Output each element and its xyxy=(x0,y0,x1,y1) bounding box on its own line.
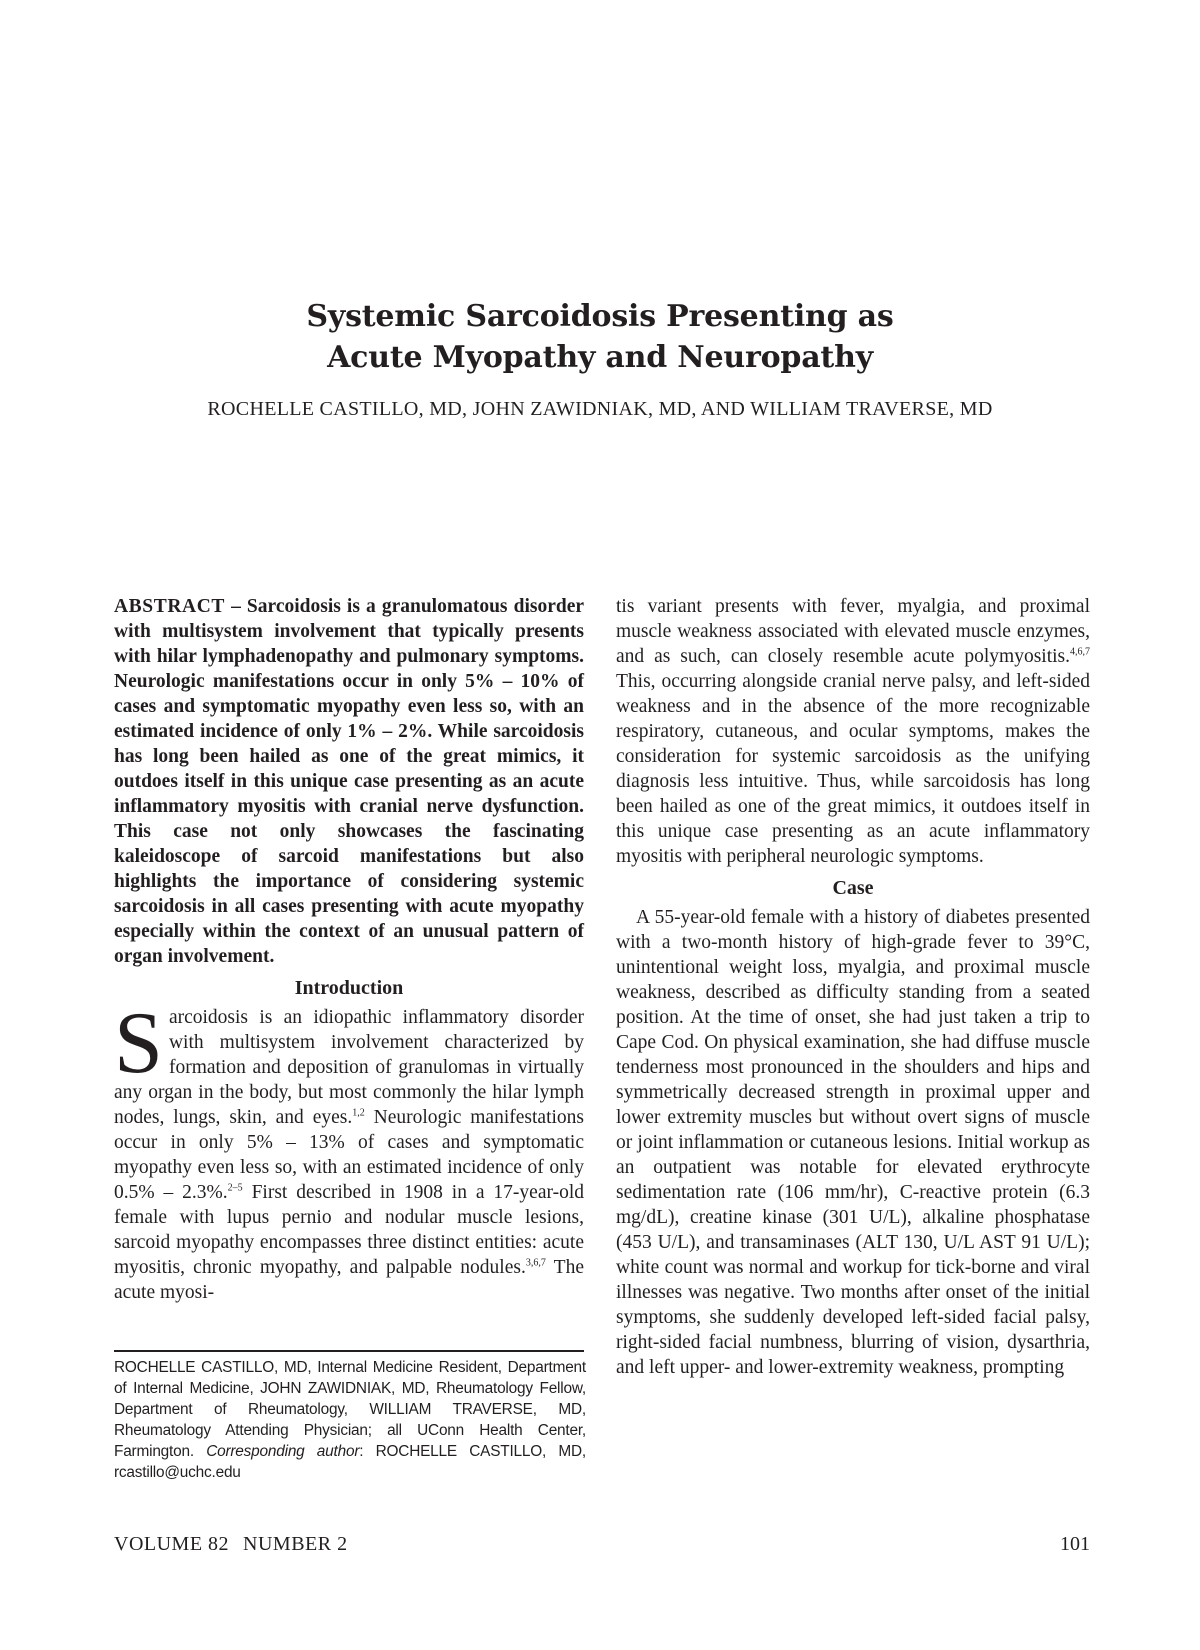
abstract-dash: – xyxy=(225,596,247,617)
introduction-text-b: Neurologic manifestations occur in only 5% – 13% of cases and symptomatic myopathy even less so, with an estimated incidence of only 0.5% – 2.3%. xyxy=(114,1107,584,1203)
left-column xyxy=(114,594,584,1305)
article-title xyxy=(0,296,1200,378)
introduction-continued-paragraph xyxy=(616,594,1090,869)
article-title-line-1: Systemic Sarcoidosis Presenting as xyxy=(306,299,894,334)
footnote-divider xyxy=(114,1350,584,1352)
volume-label: VOLUME 82 xyxy=(114,1533,230,1555)
author-list: ROCHELLE CASTILLO, MD, JOHN ZAWIDNIAK, MD, AND WILLIAM TRAVERSE, MD xyxy=(207,398,993,420)
article-title-line-2: Acute Myopathy and Neuropathy xyxy=(327,340,873,375)
introduction-continued-text-a: tis variant presents with fever, myalgia, and proximal muscle weakness associated with elevated muscle enzymes, and as such, can closely resemble acute polymyositis. xyxy=(616,596,1090,667)
abstract xyxy=(114,594,584,969)
introduction-text-d: The acute myosi- xyxy=(114,1257,584,1303)
footnote-text-a: ROCHELLE CASTILLO, MD, Internal Medicine Resident, Department of Internal Medicine, JOHN ZAWIDNIAK, MD, Rheumatology Fellow, Department of Rheumatology, WILLIAM TRAVERSE, MD, Rheumatology Attending Physician; all UConn Health Center, Farmington. xyxy=(114,1359,586,1460)
reference-citation: 3,6,7 xyxy=(525,1257,546,1269)
introduction-text-c: First described in 1908 in a 17-year-old female with lupus pernio and nodular muscle lesions, sarcoid myopathy encompasses three distinct entities: acute myositis, chronic myopathy, and palpable nodules. xyxy=(114,1182,584,1278)
introduction-heading: Introduction xyxy=(294,977,404,999)
drop-cap: S xyxy=(114,995,163,1092)
reference-citation: 1,2 xyxy=(352,1107,365,1119)
right-column xyxy=(616,594,1090,1380)
case-paragraph: A 55-year-old female with a history of diabetes presented with a two-month history of high-grade fever to 39°C, unintentional weight loss, myalgia, and proximal muscle weakness, described as difficulty standing from a seated position. At the time of onset, she had just taken a trip to Cape Cod. On physical examination, she had diffuse muscle tenderness most pronounced in the shoulders and hips and symmetrically decreased strength in proximal upper and lower extremity muscles but without overt signs of muscle or joint inflammation or cutaneous lesions. Initial workup as an outpatient was notable for elevated erythrocyte sedimentation rate (106 mm/hr), C-reactive protein (6.3 mg/dL), creatine kinase (301 U/L), alkaline phosphatase (453 U/L), and transaminases (ALT 130, U/L AST 91 U/L); white count was normal and workup for tick-borne and viral illnesses was negative. Two months after onset of the initial symptoms, she suddenly developed left-sided facial palsy, right-sided facial numbness, blurring of vision, dysarthria, and left upper- and lower-extremity weakness, prompting xyxy=(616,907,1090,1378)
abstract-text: Sarcoidosis is a granulomatous disorder with multisystem involvement that typically presents with hilar lymphadenopathy and pulmonary symptoms. Neurologic manifestations occur in only 5% – 10% of cases and symptomatic myopathy even less so, with an estimated incidence of only 1% – 2%. While sarcoidosis has long been hailed as one of the great mimics, it outdoes itself in this unique case presenting as an acute inflammatory myositis with cranial nerve dysfunction. This case not only showcases the fascinating kaleidoscope of sarcoid manifestations but also highlights the importance of considering systemic sarcoidosis in all cases presenting with acute myopathy especially within the context of an unusual pattern of organ involvement. xyxy=(114,596,585,967)
abstract-label: ABSTRACT xyxy=(114,596,225,617)
reference-citation: 4,6,7 xyxy=(1070,646,1090,658)
author-affiliation-footnote xyxy=(114,1357,586,1483)
page-number: 101 xyxy=(1060,1533,1090,1555)
journal-volume-footer xyxy=(114,1533,362,1556)
footnote-text-b: : ROCHELLE CASTILLO, MD, rcastillo@uchc.edu xyxy=(114,1443,586,1481)
introduction-continued-text-b: This, occurring alongside cranial nerve palsy, and left-sided weakness and in the absence of the more recognizable respiratory, cutaneous, and ocular symptoms, makes the consideration for systemic sarcoidosis as the unifying diagnosis less intuitive. Thus, while sarcoidosis has long been hailed as one of the great mimics, it outdoes itself in this unique case presenting as an acute inflammatory myositis with peripheral neurologic symptoms. xyxy=(616,671,1090,867)
introduction-paragraph xyxy=(114,995,584,1305)
number-label: NUMBER 2 xyxy=(243,1533,348,1555)
case-heading: Case xyxy=(832,877,874,899)
introduction-text-a: arcoidosis is an idiopathic inflammatory disorder with multisystem involvement characterized by formation and deposition of granulomas in virtually any organ in the body, but most commonly the hilar lymph nodes, lungs, skin, and eyes. xyxy=(114,1007,584,1128)
reference-citation: 2–5 xyxy=(227,1182,243,1194)
corresponding-author-label: Corresponding author xyxy=(206,1443,360,1460)
